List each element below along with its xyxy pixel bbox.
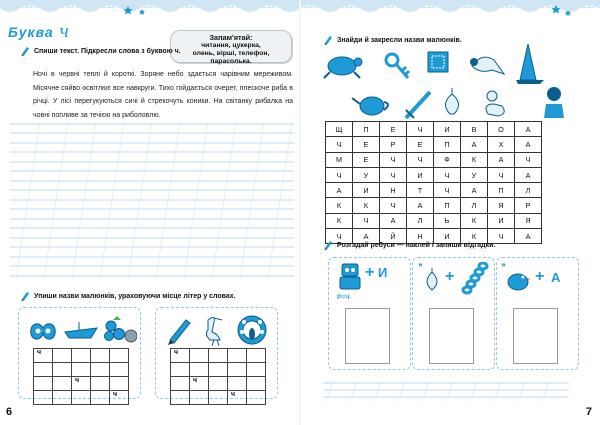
word-search-cell[interactable]: Л (407, 213, 434, 228)
word-search-cell[interactable]: Х (488, 137, 515, 152)
robot-icon (335, 262, 365, 292)
handwriting-lines (10, 122, 294, 278)
task-rebus (323, 240, 495, 250)
picture-box-1 (18, 307, 141, 399)
pretzel-icon (31, 324, 56, 339)
word-search-cell[interactable]: Й (380, 229, 407, 244)
grid-row (326, 122, 542, 137)
letter-cell[interactable] (72, 363, 91, 377)
girl-icon (544, 87, 564, 118)
word-search-cell[interactable]: Ь (434, 213, 461, 228)
word-search-cell[interactable]: Ч (353, 213, 380, 228)
word-search-cell[interactable]: Е (353, 152, 380, 167)
letter-glyph: ч (58, 22, 70, 42)
letter-cell[interactable] (228, 363, 247, 377)
plus-sign: + (445, 268, 455, 285)
letter-cell[interactable] (190, 363, 209, 377)
wizard-icon (516, 44, 544, 84)
word-search-cell[interactable]: А (515, 229, 542, 244)
word-search-cell[interactable]: Ч (326, 137, 353, 152)
task-text: Знайди й закресли назви малюнків. (337, 36, 462, 44)
word-search-cell[interactable]: Р (515, 198, 542, 213)
word-search-cell[interactable]: Р (380, 137, 407, 152)
letter-cell[interactable]: ч (72, 377, 91, 391)
rebus-answer-box[interactable] (345, 308, 390, 364)
letter-cell[interactable] (190, 391, 209, 405)
grid-row (171, 377, 266, 391)
letter-cell[interactable] (247, 363, 266, 377)
letter-cell[interactable] (209, 377, 228, 391)
word-search-cell[interactable]: Н (380, 183, 407, 198)
word-search-cell[interactable]: А (461, 183, 488, 198)
turtle-icon (324, 57, 362, 78)
garlic-icon (421, 268, 443, 292)
letter-cell[interactable] (53, 349, 72, 363)
letter-cell[interactable] (53, 363, 72, 377)
word-search-cell[interactable]: К (461, 152, 488, 167)
task-copy-text (20, 46, 181, 56)
memo-line: олень, вірші, телефон, (192, 50, 270, 57)
reading-text: Ночі в червні теплі й короткі. Зоряне небо здається чарівним мереживом. Місячне сяйво освітлює все навкруги. Тихо гойдається очерет, плескоче риба в річці. У лісі перегукуються сичі й стрекочуть коники. На світанку рибалка на човні попливе за течією на риболовлю. (33, 71, 293, 119)
magpie-icon (470, 57, 504, 74)
page-number: 7 (585, 406, 592, 418)
letter-cell[interactable] (110, 349, 129, 363)
memo-title: Запам'ятай: (209, 33, 253, 42)
word-search-cell[interactable]: А (461, 137, 488, 152)
teapot-icon (352, 97, 388, 115)
task-write-names (20, 291, 236, 301)
task-text: Спиши текст. Підкресли слова з буквою ч. (34, 47, 181, 55)
letter-cell[interactable] (209, 363, 228, 377)
rebus-answer-box[interactable] (429, 308, 474, 364)
grid-row (171, 349, 266, 363)
letter-cell[interactable] (190, 349, 209, 363)
word-search-cell[interactable]: В (461, 122, 488, 137)
rebus-answer-box[interactable] (513, 308, 558, 364)
letter-cell[interactable] (209, 391, 228, 405)
word-search-cell[interactable]: А (326, 183, 353, 198)
memo-box (170, 30, 292, 63)
pen-icon (168, 320, 190, 345)
letter-cell[interactable] (72, 391, 91, 405)
letter-cell[interactable] (110, 363, 129, 377)
grid-row (326, 137, 542, 152)
letter-cell[interactable] (209, 349, 228, 363)
letter-cell[interactable] (53, 391, 72, 405)
picture-box-2 (155, 307, 278, 399)
letter-cell[interactable] (171, 377, 190, 391)
letter-cell[interactable] (228, 349, 247, 363)
rebus-box-1 (328, 257, 411, 370)
word-search-cell[interactable]: И (434, 229, 461, 244)
berries-icon (105, 316, 125, 341)
word-search-cell[interactable]: И (488, 213, 515, 228)
pot-icon (125, 330, 137, 342)
word-search-cell[interactable]: Л (461, 198, 488, 213)
word-search-cell[interactable]: А (515, 167, 542, 182)
word-search-cell[interactable]: Я (515, 213, 542, 228)
letter-cell[interactable] (171, 363, 190, 377)
word-search-cell[interactable]: К (326, 213, 353, 228)
pictures-row-1 (27, 314, 137, 346)
word-search-cell[interactable]: П (488, 183, 515, 198)
letter-cell[interactable] (91, 363, 110, 377)
word-search-cell[interactable]: У (353, 167, 380, 182)
letter-word: Буква (8, 24, 54, 40)
grid-row (326, 213, 542, 228)
word-search-cell[interactable]: Ч (515, 152, 542, 167)
pictures-row-2 (164, 312, 274, 346)
pencil-icon (323, 240, 333, 250)
handwriting-lines (323, 381, 569, 401)
word-search-cell[interactable]: Ч (488, 229, 515, 244)
pictures-find (322, 44, 580, 120)
rebus-box-3 (496, 257, 579, 370)
word-search-cell[interactable]: Н (407, 229, 434, 244)
word-search-cell[interactable]: Ч (434, 167, 461, 182)
memo-line: парасолька. (210, 58, 252, 65)
letter-cell[interactable]: ч (110, 391, 129, 405)
word-search-cell[interactable]: А (407, 198, 434, 213)
letter-cell[interactable] (91, 391, 110, 405)
word-search-grid (325, 121, 542, 244)
word-search-cell[interactable]: П (434, 137, 461, 152)
word-search-cell[interactable]: У (461, 167, 488, 182)
word-search-cell[interactable]: Ч (434, 183, 461, 198)
word-search-cell[interactable]: Е (407, 137, 434, 152)
word-search-cell[interactable]: К (461, 229, 488, 244)
letter-cell[interactable] (91, 349, 110, 363)
word-grid-1 (33, 348, 129, 405)
letter-cell[interactable] (72, 349, 91, 363)
garlic-icon (445, 88, 458, 114)
right-page (300, 0, 600, 425)
letter-cell[interactable] (34, 377, 53, 391)
letter-cell[interactable]: ч (171, 349, 190, 363)
word-search-cell[interactable]: Ф (434, 152, 461, 167)
word-search-cell[interactable]: А (380, 213, 407, 228)
rebus-marks: ’’ (501, 262, 505, 274)
word-search-cell[interactable]: Е (353, 137, 380, 152)
grid-row (326, 152, 542, 167)
pencil-icon (20, 291, 30, 301)
word-grid-2 (170, 348, 266, 405)
rebus-letter: А (551, 270, 561, 285)
word-search-cell[interactable]: Ч (407, 122, 434, 137)
grid-row (171, 391, 266, 405)
pencil-icon (20, 46, 30, 56)
rebus-box-2 (412, 257, 495, 370)
word-search-cell[interactable]: Е (380, 122, 407, 137)
sword-icon (406, 92, 430, 118)
word-search-cell[interactable]: Л (515, 183, 542, 198)
word-search-cell[interactable]: К (461, 213, 488, 228)
word-search-cell[interactable]: П (353, 122, 380, 137)
word-search-cell[interactable]: А (515, 137, 542, 152)
letter-cell[interactable] (228, 377, 247, 391)
word-search-cell[interactable]: И (434, 122, 461, 137)
key-icon (386, 54, 409, 78)
letter-cell[interactable] (110, 377, 129, 391)
chain-icon (459, 262, 489, 296)
word-search-cell[interactable]: Ч (407, 152, 434, 167)
peacock-icon (238, 316, 266, 344)
letter-cell[interactable] (171, 391, 190, 405)
rebus-letter: И (378, 265, 388, 280)
letter-cell[interactable]: ч (228, 391, 247, 405)
word-search-cell[interactable]: И (407, 167, 434, 182)
letter-cell[interactable] (34, 391, 53, 405)
letter-cell[interactable] (247, 391, 266, 405)
letter-cell[interactable] (247, 349, 266, 363)
heron-icon (206, 317, 222, 346)
letter-cell[interactable]: ч (190, 377, 209, 391)
letter-cell[interactable] (53, 377, 72, 391)
word-search-cell[interactable]: Ч (326, 167, 353, 182)
memo-line: читання, цукерка, (201, 42, 261, 49)
letter-header (8, 22, 69, 42)
task-text: Упиши назви малюнків, ураховуючи місце літер у словах. (34, 292, 236, 300)
grid-row (171, 363, 266, 377)
grid-row (326, 167, 542, 182)
rebus-substitution: Р=Ч (337, 294, 350, 301)
grid-row (34, 377, 129, 391)
page-number: 6 (6, 406, 13, 418)
grid-row (326, 198, 542, 213)
boat-icon (65, 322, 97, 338)
word-search-cell[interactable]: Ч (380, 198, 407, 213)
word-search-cell[interactable]: А (515, 122, 542, 137)
grid-row (326, 183, 542, 198)
duck-icon (486, 91, 504, 116)
word-search-cell[interactable]: Ч (380, 152, 407, 167)
word-search-cell[interactable]: О (488, 122, 515, 137)
word-search-cell[interactable]: К (353, 198, 380, 213)
letter-cell[interactable]: ч (34, 349, 53, 363)
letter-cell[interactable] (247, 377, 266, 391)
grid-row (34, 391, 129, 405)
task-text: Розгадай ребуси — наклей і запиши відгадки. (337, 241, 496, 249)
word-search-cell[interactable]: Я (488, 198, 515, 213)
rebus-marks: ’’ (418, 262, 422, 274)
letter-cell[interactable] (34, 363, 53, 377)
plus-sign: + (365, 264, 375, 281)
word-search-cell[interactable]: П (434, 198, 461, 213)
word-search-cell[interactable]: Щ (326, 122, 353, 137)
word-search-cell[interactable]: Ч (326, 229, 353, 244)
tile-icon (428, 52, 448, 72)
plus-sign: + (535, 268, 545, 285)
word-search-cell[interactable]: Ч (380, 167, 407, 182)
grid-row (34, 349, 129, 363)
bird-icon (505, 268, 531, 292)
word-search-cell[interactable]: Т (407, 183, 434, 198)
word-search-cell[interactable]: А (488, 152, 515, 167)
word-search-cell[interactable]: К (326, 198, 353, 213)
word-search-cell[interactable]: И (353, 183, 380, 198)
word-search-cell[interactable]: А (353, 229, 380, 244)
letter-cell[interactable] (91, 377, 110, 391)
word-search-cell[interactable]: М (326, 152, 353, 167)
grid-row (34, 363, 129, 377)
word-search-cell[interactable]: Ч (488, 167, 515, 182)
